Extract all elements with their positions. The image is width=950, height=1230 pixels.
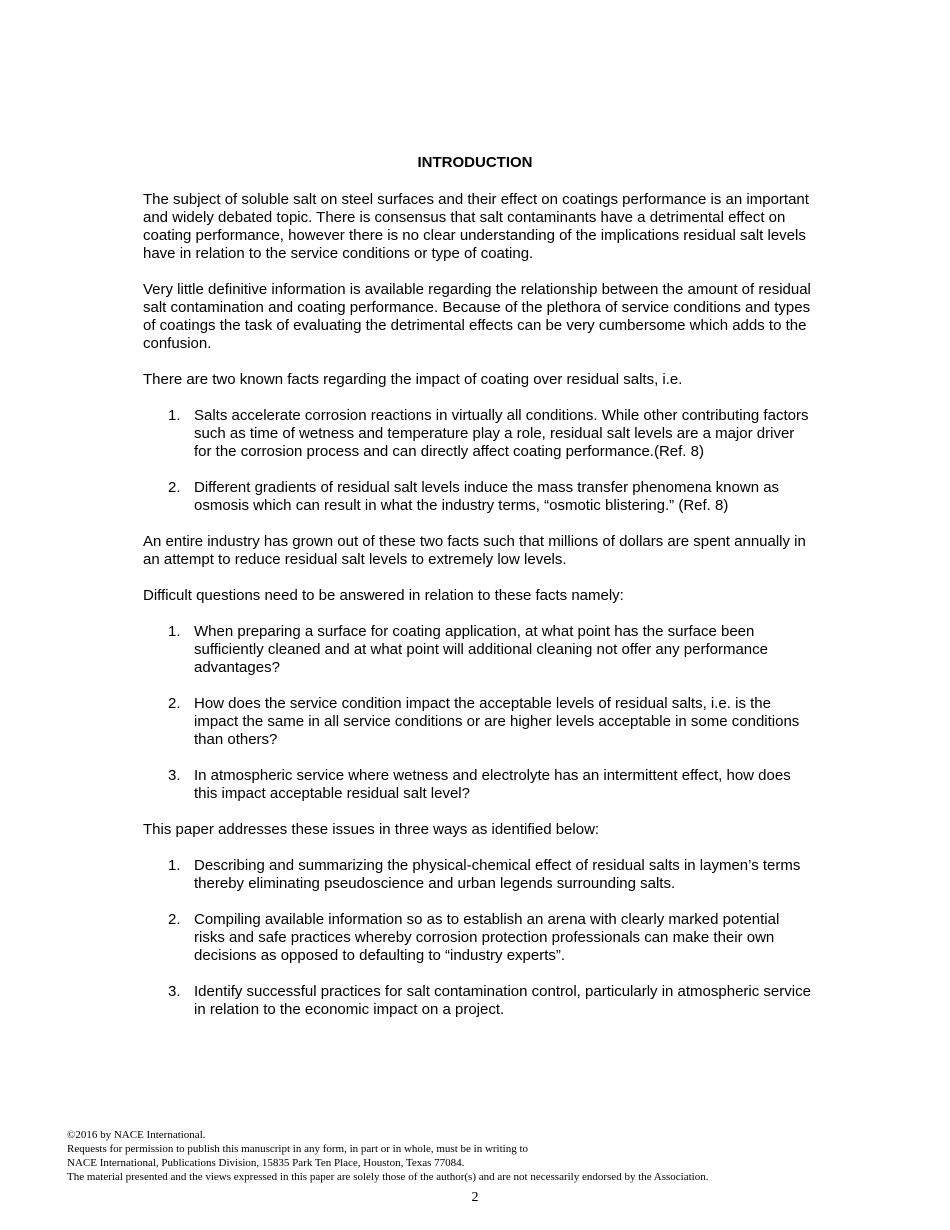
list-number: 2. [168, 911, 181, 928]
footer-disclaimer: The material presented and the views expressed in this paper are solely those of the author(s) and are not necessarily endorsed by the Association. [67, 1171, 709, 1183]
list-number: 1. [168, 857, 181, 874]
list-item-text: Salts accelerate corrosion reactions in virtually all conditions. While other contributing factors such as time of wetness and temperature play a role, residual salt levels are a major driver for the corrosion process and can directly affect coating performance.(Ref. 8) [194, 407, 809, 460]
list-number: 3. [168, 983, 181, 1000]
list-number: 1. [168, 407, 181, 424]
list-item-text: How does the service condition impact the acceptable levels of residual salts, i.e. is the impact the same in all service conditions or are higher levels acceptable in some conditions than others? [194, 695, 800, 748]
list-item [143, 857, 813, 893]
questions-list [143, 623, 813, 803]
list-number: 3. [168, 767, 181, 784]
footer-notice [67, 1128, 867, 1184]
footer-copyright: ©2016 by NACE International. [67, 1129, 206, 1141]
list-item [143, 623, 813, 677]
approaches-list [143, 857, 813, 1019]
list-item [143, 407, 813, 461]
list-item [143, 911, 813, 965]
list-item [143, 695, 813, 749]
list-number: 2. [168, 695, 181, 712]
paragraph-1: The subject of soluble salt on steel surfaces and their effect on coatings performance is an important and widely debated topic. There is consensus that salt contaminants have a detrimental effect on coating performance, however there is no clear understanding of the implications residual salt levels have in relation to the service conditions or type of coating. [143, 191, 809, 262]
list-item-text: In atmospheric service where wetness and electrolyte has an intermittent effect, how does this impact acceptable residual salt level? [194, 767, 791, 802]
section-heading: INTRODUCTION [417, 154, 533, 171]
list-item-text: Describing and summarizing the physical-chemical effect of residual salts in laymen’s terms thereby eliminating pseudoscience and urban legends surrounding salts. [194, 857, 801, 892]
list-item-text: Different gradients of residual salt levels induce the mass transfer phenomena known as osmosis which can result in what the industry terms, “osmotic blistering.” (Ref. 8) [194, 479, 780, 514]
list-item-text: When preparing a surface for coating application, at what point has the surface been sufficiently cleaned and at what point will additional cleaning not offer any performance advantages? [194, 623, 768, 676]
facts-list [143, 407, 813, 515]
footer-address: NACE International, Publications Division, 15835 Park Ten Place, Houston, Texas 77084. [67, 1157, 465, 1169]
paragraph-3: There are two known facts regarding the impact of coating over residual salts, i.e. [143, 371, 683, 388]
list-number: 1. [168, 623, 181, 640]
list-item [143, 983, 813, 1019]
footer-permission: Requests for permission to publish this manuscript in any form, in part or in whole, must be in writing to [67, 1143, 529, 1155]
paragraph-4: An entire industry has grown out of these two facts such that millions of dollars are spent annually in an attempt to reduce residual salt levels to extremely low levels. [143, 533, 806, 568]
list-item-text: Compiling available information so as to establish an arena with clearly marked potential risks and safe practices whereby corrosion protection professionals can make their own decisions as opposed to defaulting to “industry experts”. [194, 911, 780, 964]
paragraph-5: Difficult questions need to be answered in relation to these facts namely: [143, 587, 624, 604]
paragraph-6: This paper addresses these issues in three ways as identified below: [143, 821, 600, 838]
paragraph-2: Very little definitive information is available regarding the relationship between the amount of residual salt contamination and coating performance. Because of the plethora of service conditions and types of coatings the task of evaluating the detrimental effects can be very cumbersome which adds to the confusion. [143, 281, 811, 352]
list-item-text: Identify successful practices for salt contamination control, particularly in atmospheric service in relation to the economic impact on a project. [194, 983, 811, 1018]
body-text [143, 191, 813, 1037]
list-number: 2. [168, 479, 181, 496]
list-item [143, 767, 813, 803]
list-item [143, 479, 813, 515]
page-number: 2 [471, 1190, 479, 1205]
